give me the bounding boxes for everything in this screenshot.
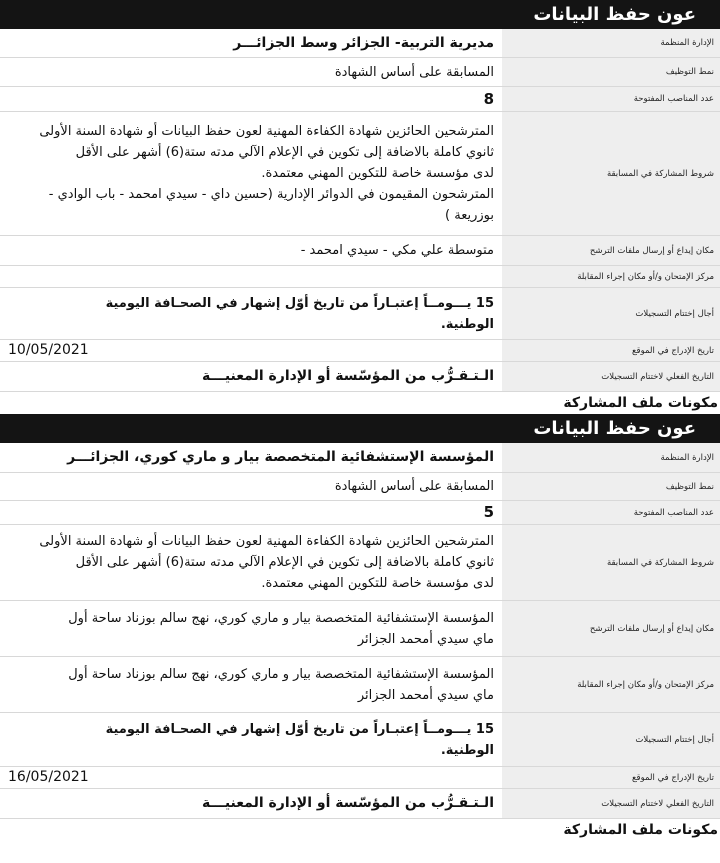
actual-close-value: الـتـقـرُّب من المؤسّسة أو الإدارة المعنيـــة (202, 795, 494, 811)
participation-file-heading: مكونات ملف المشاركة (563, 395, 718, 411)
organizer-value: مديرية التربية- الجزائر وسط الجزائـــر (233, 34, 494, 51)
posting-date-value (0, 767, 502, 788)
conditions-label: شروط المشاركة في المسابقة (502, 112, 720, 235)
participation-file-heading: مكونات ملف المشاركة (563, 822, 718, 838)
deposit-line: متوسطة علي مكي - سيدي امحمد - (300, 243, 494, 258)
open-posts-value: 5 (483, 503, 494, 521)
exam-center-value (0, 266, 502, 287)
condition-line: المترشحين الحائزين شهادة الكفاءة المهنية لعون حفظ البيانات أو شهادة السنة الأولى (39, 124, 494, 139)
deadline-label: أجال إختتام التسجيلات (502, 288, 720, 339)
row-exam-center (0, 657, 720, 713)
row-organizer (0, 443, 720, 473)
posting-date-text: 10/05/2021 (8, 342, 89, 358)
deadline-line: 15 يـــومــاً إعتبـاراً من تاريخ أوّل إشهار في الصحـافة اليومية (105, 295, 494, 311)
row-organizer (0, 29, 720, 58)
deposit-place-label: مكان إيداع أو إرسال ملفات الترشح (502, 601, 720, 656)
exam-center-label: مركز الإمتحان و/أو مكان إجراء المقابلة (502, 657, 720, 712)
row-conditions (0, 112, 720, 236)
condition-line: المترشحون المقيمون في الدوائر الإدارية (حسين داي - سيدي امحمد - باب الوادي - (48, 187, 494, 202)
deposit-place-value (0, 236, 502, 265)
deposit-place-label: مكان إيداع أو إرسال ملفات الترشح (502, 236, 720, 265)
exam-center-value (0, 657, 502, 712)
row-deposit-place (0, 601, 720, 657)
exam-line: المؤسسة الإستشفائية المتخصصة بيار و ماري كوري، نهج سالم بوزناد ساحة أول (68, 666, 494, 682)
row-open-posts (0, 87, 720, 112)
posting-date-label: تاريخ الإدراج في الموقع (502, 340, 720, 361)
deposit-line: ماي سيدي أمحمد الجزائر (357, 631, 494, 647)
deposit-line: المؤسسة الإستشفائية المتخصصة بيار و ماري كوري، نهج سالم بوزناد ساحة أول (68, 610, 494, 626)
deadline-line: 15 يـــومــاً إعتبـاراً من تاريخ أوّل إشهار في الصحـافة اليومية (105, 721, 494, 737)
actual-close-value: الـتـقـرُّب من المؤسّسة أو الإدارة المعنيـــة (202, 368, 494, 384)
condition-line: المترشحين الحائزين شهادة الكفاءة المهنية لعون حفظ البيانات أو شهادة السنة الأولى (39, 534, 494, 549)
open-posts-label: عدد المناصب المفتوحة (502, 87, 720, 111)
deposit-place-value (0, 601, 502, 656)
row-deadline (0, 288, 720, 340)
row-posting-date (0, 340, 720, 362)
recruit-type-value: المسابقة على أساس الشهادة (334, 479, 494, 494)
organizer-label: الإدارة المنظمة (502, 443, 720, 472)
posting-date-label: تاريخ الإدراج في الموقع (502, 767, 720, 788)
recruit-type-label: نمط التوظيف (502, 473, 720, 500)
deadline-line: الوطنية. (440, 742, 494, 758)
actual-close-label: التاريخ الفعلي لاختتام التسجيلات (502, 789, 720, 818)
conditions-value (0, 525, 502, 600)
conditions-value (0, 112, 502, 235)
deadline-label: أجال إختتام التسجيلات (502, 713, 720, 766)
row-posting-date (0, 767, 720, 789)
deadline-value (0, 713, 502, 766)
row-exam-center (0, 266, 720, 288)
row-deadline (0, 713, 720, 767)
condition-line: ثانوي كاملة بالاضافة إلى تكوين في الإعلام الآلي مدته ستة(6) أشهر على الأقل (75, 555, 494, 570)
listing-title: عون حفظ البيانات (0, 414, 720, 443)
row-deposit-place (0, 236, 720, 266)
organizer-value: المؤسسة الإستشفائية المتخصصة بيار و ماري كوري، الجزائـــر (67, 449, 494, 465)
open-posts-value: 8 (483, 89, 494, 108)
row-conditions (0, 525, 720, 601)
condition-line: لدى مؤسسة خاصة للتكوين المهني معتمدة. (261, 576, 494, 591)
row-recruit-type (0, 473, 720, 501)
open-posts-label: عدد المناصب المفتوحة (502, 501, 720, 524)
deadline-value (0, 288, 502, 339)
condition-line: بوزريعة ) (445, 208, 494, 223)
actual-close-label: التاريخ الفعلي لاختتام التسجيلات (502, 362, 720, 391)
row-actual-close (0, 362, 720, 392)
condition-line: ثانوي كاملة بالاضافة إلى تكوين في الإعلام الآلي مدته ستة(6) أشهر على الأقل (75, 145, 494, 160)
row-actual-close (0, 789, 720, 819)
posting-date-text: 16/05/2021 (8, 769, 89, 785)
organizer-label: الإدارة المنظمة (502, 29, 720, 57)
job-listing-2 (0, 414, 720, 841)
recruit-type-value: المسابقة على أساس الشهادة (334, 64, 494, 80)
job-listing-1 (0, 0, 720, 414)
condition-line: لدى مؤسسة خاصة للتكوين المهني معتمدة. (261, 166, 494, 181)
posting-date-value (0, 340, 502, 361)
exam-center-label: مركز الإمتحان و/أو مكان إجراء المقابلة (502, 266, 720, 287)
listing-title: عون حفظ البيانات (0, 0, 720, 29)
deadline-line: الوطنية. (440, 316, 494, 332)
exam-line: ماي سيدي أمحمد الجزائر (357, 687, 494, 703)
recruit-type-label: نمط التوظيف (502, 58, 720, 86)
row-open-posts (0, 501, 720, 525)
conditions-label: شروط المشاركة في المسابقة (502, 525, 720, 600)
row-recruit-type (0, 58, 720, 87)
